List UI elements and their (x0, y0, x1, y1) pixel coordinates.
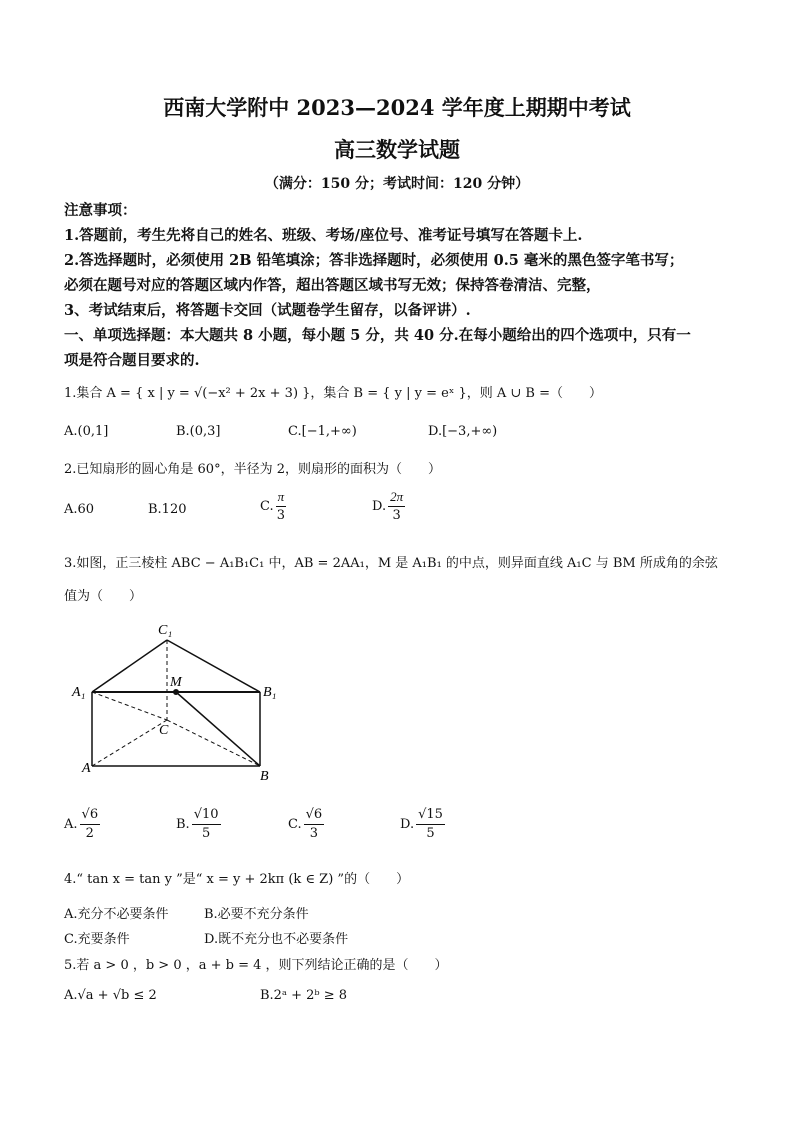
question-3-option-a[interactable] (64, 806, 102, 843)
label-m: M (170, 675, 182, 690)
label-b1: B₁ (263, 685, 277, 700)
question-2-option-c[interactable] (260, 488, 288, 525)
option-label: D. (372, 499, 387, 514)
option-label: A. (64, 817, 78, 832)
exam-title: 西南大学附中 2023—2024 学年度上期期中考试 (163, 95, 631, 120)
numerator: √10 (192, 806, 221, 825)
question-3-option-d[interactable] (400, 806, 447, 843)
question-5-option-a[interactable]: A.√a + √b ≤ 2 (64, 988, 157, 1003)
question-4-option-c[interactable]: C.充要条件 (64, 932, 130, 947)
label-a: A (82, 761, 91, 776)
section-1-intro-b: 项是符合题目要求的. (64, 352, 200, 369)
label-c1: C₁ (158, 623, 173, 638)
question-5-text: 5.若 a > 0 ，b > 0 ，a + b = 4 ，则下列结论正确的是（ ） (64, 958, 448, 973)
denominator: 5 (426, 826, 435, 841)
edge-c-b (167, 720, 260, 766)
option-label: C. (288, 817, 302, 832)
question-1-option-a[interactable]: A.(0,1] (64, 424, 109, 439)
question-3-text-line-1: 3.如图，正三棱柱 ABC − A₁B₁C₁ 中，AB = 2AA₁，M 是 A₁B₁ 的中点，则异面直线 A₁C 与 BM 所成角的余弦 (64, 556, 718, 571)
prism-figure (70, 620, 290, 780)
notice-item-2a: 2.答选择题时，必须使用 2B 铅笔填涂；答非选择题时，必须使用 0.5 毫米的黑色签字笔书写； (64, 252, 684, 269)
question-1-option-b[interactable]: B.(0,3] (176, 424, 221, 439)
denominator: 3 (276, 508, 286, 523)
question-1-text: 1.集合 A = { x | y = √(−x² + 2x + 3) }，集合 B = { y | y = eˣ }，则 A ∪ B =（ ） (64, 386, 603, 401)
fraction (192, 806, 221, 843)
edge-c1-a1 (92, 640, 167, 692)
segment-a1-c (92, 692, 167, 720)
option-label: B. (176, 817, 190, 832)
question-3-option-b[interactable] (176, 806, 223, 843)
question-2-option-a[interactable]: A.60 (64, 502, 95, 517)
label-c: C (159, 723, 169, 738)
question-2-option-b[interactable]: B.120 (148, 502, 187, 517)
notice-item-3: 3、考试结束后，将答题卡交回（试题卷学生留存，以备评讲）. (64, 302, 471, 319)
denominator: 5 (201, 826, 211, 841)
label-a1: A₁ (72, 685, 86, 700)
question-4-option-a[interactable]: A.充分不必要条件 (64, 907, 169, 922)
numerator: √6 (304, 806, 325, 825)
question-4-text: 4.“ tan x = tan y ”是“ x = y + 2kπ (k ∈ Z) ”的（ ） (64, 872, 410, 887)
denominator: 3 (392, 508, 401, 523)
denominator: 3 (309, 826, 319, 841)
numerator: √15 (416, 806, 445, 825)
fraction (304, 806, 325, 843)
fraction (416, 806, 445, 843)
notice-item-1: 1.答题前，考生先将自己的姓名、班级、考场/座位号、准考证号填写在答题卡上. (64, 227, 583, 244)
option-label: C. (260, 499, 274, 514)
option-label: D. (400, 817, 415, 832)
question-4-option-b[interactable]: B.必要不充分条件 (204, 907, 309, 922)
exam-subject-title: 高三数学试题 (334, 137, 460, 162)
fraction (80, 806, 101, 843)
question-2-text: 2.已知扇形的圆心角是 60°，半径为 2，则扇形的面积为（ ） (64, 462, 441, 477)
notice-heading: 注意事项： (64, 202, 137, 219)
fraction (276, 488, 287, 525)
denominator: 2 (85, 826, 94, 841)
question-3-option-c[interactable] (288, 806, 326, 843)
section-1-intro-a: 一、单项选择题：本大题共 8 小题，每小题 5 分，共 40 分.在每小题给出的四个选项中，只有一 (64, 327, 691, 344)
label-b: B (260, 769, 269, 780)
numerator: √6 (80, 806, 101, 825)
question-4-option-d[interactable]: D.既不充分也不必要条件 (204, 932, 349, 947)
question-3-text-line-2: 值为（ ） (64, 589, 143, 604)
fraction (388, 488, 405, 525)
question-2-option-d[interactable] (372, 488, 407, 525)
question-1-option-d[interactable]: D.[−3,+∞) (428, 424, 498, 439)
edge-a-c (92, 720, 167, 766)
notice-item-2b: 必须在题号对应的答题区域内作答，超出答题区域书写无效；保持答卷清洁、完整， (64, 277, 601, 294)
segment-m-b (176, 692, 260, 766)
question-1-option-c[interactable]: C.[−1,+∞) (288, 424, 357, 439)
numerator: 2π (388, 488, 405, 507)
numerator: π (276, 488, 287, 507)
question-5-option-b[interactable]: B.2ᵃ + 2ᵇ ≥ 8 (260, 988, 348, 1003)
exam-score-time: （满分：150 分；考试时间：120 分钟） (264, 176, 530, 192)
